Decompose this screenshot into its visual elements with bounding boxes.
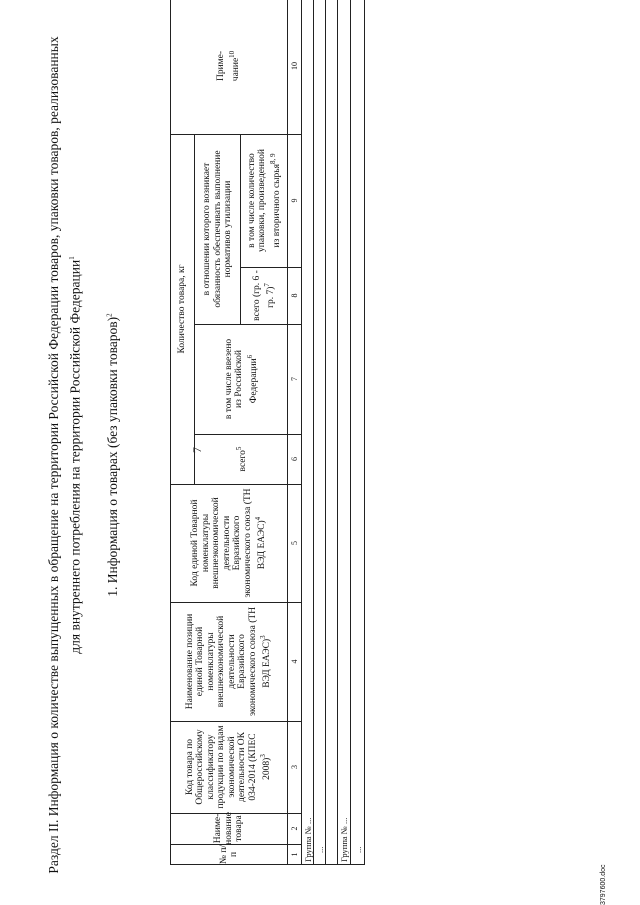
column-number-10: 10 [289,62,299,70]
header-tnved-code [170,484,288,602]
column-number-3: 3 [289,765,299,769]
column-number-2: 2 [289,826,299,831]
table-row: Группа № ... [302,817,313,862]
header-okpd-code-text: Код товара по Общероссийскому классификатору продукции по видам экономической деятельности ОК 034-2014 (КПЕС 2008)$^3$ [184,725,273,809]
subsection-title-footnote: 2 [105,313,114,317]
header-note-text: Приме-чание$^{10}$ [216,50,242,82]
column-number-7: 7 [289,377,299,381]
header-imported-from-rf [195,324,288,434]
subsection-title [105,25,121,885]
header-number: № п/п [218,844,239,865]
column-number-9: 9 [289,198,299,203]
header-tnved-code-text: Код единой Товарной номенклатуры внешнеэкономической деятельности Евразийского экономического союза (ТН ВЭД ЕАЭС)$^4$ [190,488,268,598]
header-total [195,434,288,484]
header-obligation-group: в отношении которого возникает обязанность обеспечивать выполнение нормативов утилизации [202,150,234,308]
table-row: ... [352,846,363,853]
table-row: ... [314,846,325,853]
header-product-name: Наиме-нование товара [213,812,245,845]
header-note [170,0,288,134]
header-okpd-code [170,721,288,813]
page-number: 7 [190,447,204,453]
header-obligation-total-text: всего (гр. 6 - гр. 7)$^7$ [251,270,277,321]
table-row [326,0,338,865]
subsection-title-text: 1. Информация о товарах (без упаковки товаров) [105,316,120,597]
header-tnved-name [170,602,288,721]
goods-table [170,0,365,865]
column-number-1: 1 [289,852,299,857]
header-total-text: всего$^5$ [235,446,249,472]
column-number-6: 6 [289,457,299,461]
section-title-footnote: 1 [68,256,76,260]
table-row: Группа № ... [339,817,350,862]
header-obligation-total [241,267,288,324]
column-number-4: 4 [289,659,299,664]
column-number-8: 8 [289,293,299,298]
document-id: 3797600.doc [600,864,607,905]
section-title-text: Раздел II. Информация о количестве выпущенных в обращение на территории Российской Федерации товаров, упаковки товаров, реализованных для внутреннего потребления на территории Российской Федерации [46,36,83,874]
header-quantity-group: Количество товара, кг [177,264,188,354]
header-tnved-name-text: Наименование позиции единой Товарной номенклатуры внешнеэкономической деятельности Евразийского экономического союза (ТН ВЭД ЕАЭС)$^3$ [184,606,273,717]
section-title [45,25,85,885]
header-recycled-text: в том числе количество упаковки, произведенной из вторичного сырья$^{8, 9}$ [246,149,282,252]
header-recycled-packaging [241,134,288,267]
header-imported-text: в том числе ввезено из Российской Федерации$^6$ [223,338,259,420]
column-number-5: 5 [289,541,299,545]
